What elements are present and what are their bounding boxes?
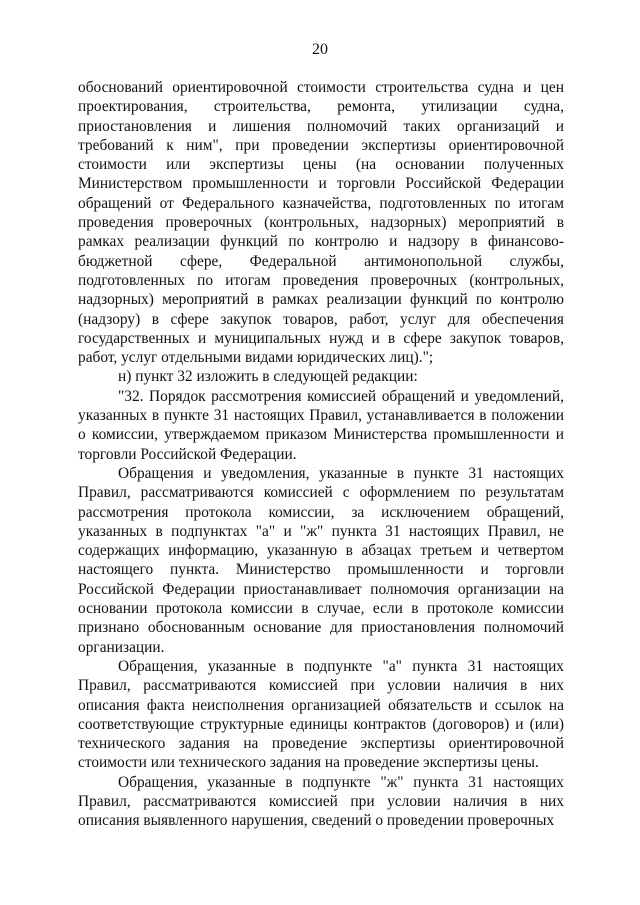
page-number: 20 — [312, 41, 328, 58]
paragraph-continuation: обоснований ориентировочной стоимости строительства судна и цен проектирования, строительства, ремонта, утилизации судна, приостановления и лишения полномочий таких организаций и требований к ним", при проведении экспертизы ориентировочной стоимости или экспертизы цены (на основании полученных Министерством промышленности и торговли Российской Федерации обращений от Федерального казначейства, подготовленных по итогам проведения проверочных (контрольных, надзорных) мероприятий в рамках реализации функций по контролю и надзору в финансово-бюджетной сфере, Федеральной антимонопольной службы, подготовленных по итогам проведения проверочных (контрольных, надзорных) мероприятий в рамках реализации функций по контролю (надзору) в сфере закупок товаров, работ, услуг для обеспечения государственных и муниципальных нужд и в сфере закупок товаров, работ, услуг отдельными видами юридических лиц)."; — [78, 79, 564, 367]
paragraph-subitem-a: Обращения, указанные в подпункте "а" пункта 31 настоящих Правил, рассматриваются комиссией при условии наличия в них описания факта неисполнения организацией обязательств и ссылок на соответствующие структурные единицы контрактов (договоров) и (или) технического задания на проведение экспертизы ориентировочной стоимости или технического задания на проведение экспертизы цены. — [78, 657, 564, 772]
document-body — [78, 78, 564, 831]
paragraph-appeals-notifications: Обращения и уведомления, указанные в пункте 31 настоящих Правил, рассматриваются комиссией с оформлением по результатам рассмотрения протокола комиссии, за исключением обращений, указанных в подпунктах "а" и "ж" пункта 31 настоящих Правил, не содержащих информацию, указанную в абзацах третьем и четвертом настоящего пункта. Министерство промышленности и торговли Российской Федерации приостанавливает полномочия организации на основании протокола комиссии в случае, если в протоколе комиссии признано обоснованным основание для приостановления полномочий организации. — [78, 464, 564, 656]
paragraph-clause-32: "32. Порядок рассмотрения комиссией обращений и уведомлений, указанных в пункте 31 настоящих Правил, устанавливается в положении о комиссии, утверждаемом приказом Министерства промышленности и торговли Российской Федерации. — [78, 387, 564, 463]
paragraph-item-n: н) пункт 32 изложить в следующей редакции: — [118, 368, 418, 386]
paragraph-subitem-zh: Обращения, указанные в подпункте "ж" пункта 31 настоящих Правил, рассматриваются комиссией при условии наличия в них описания выявленного нарушения, сведений о проведении проверочных — [78, 773, 564, 830]
